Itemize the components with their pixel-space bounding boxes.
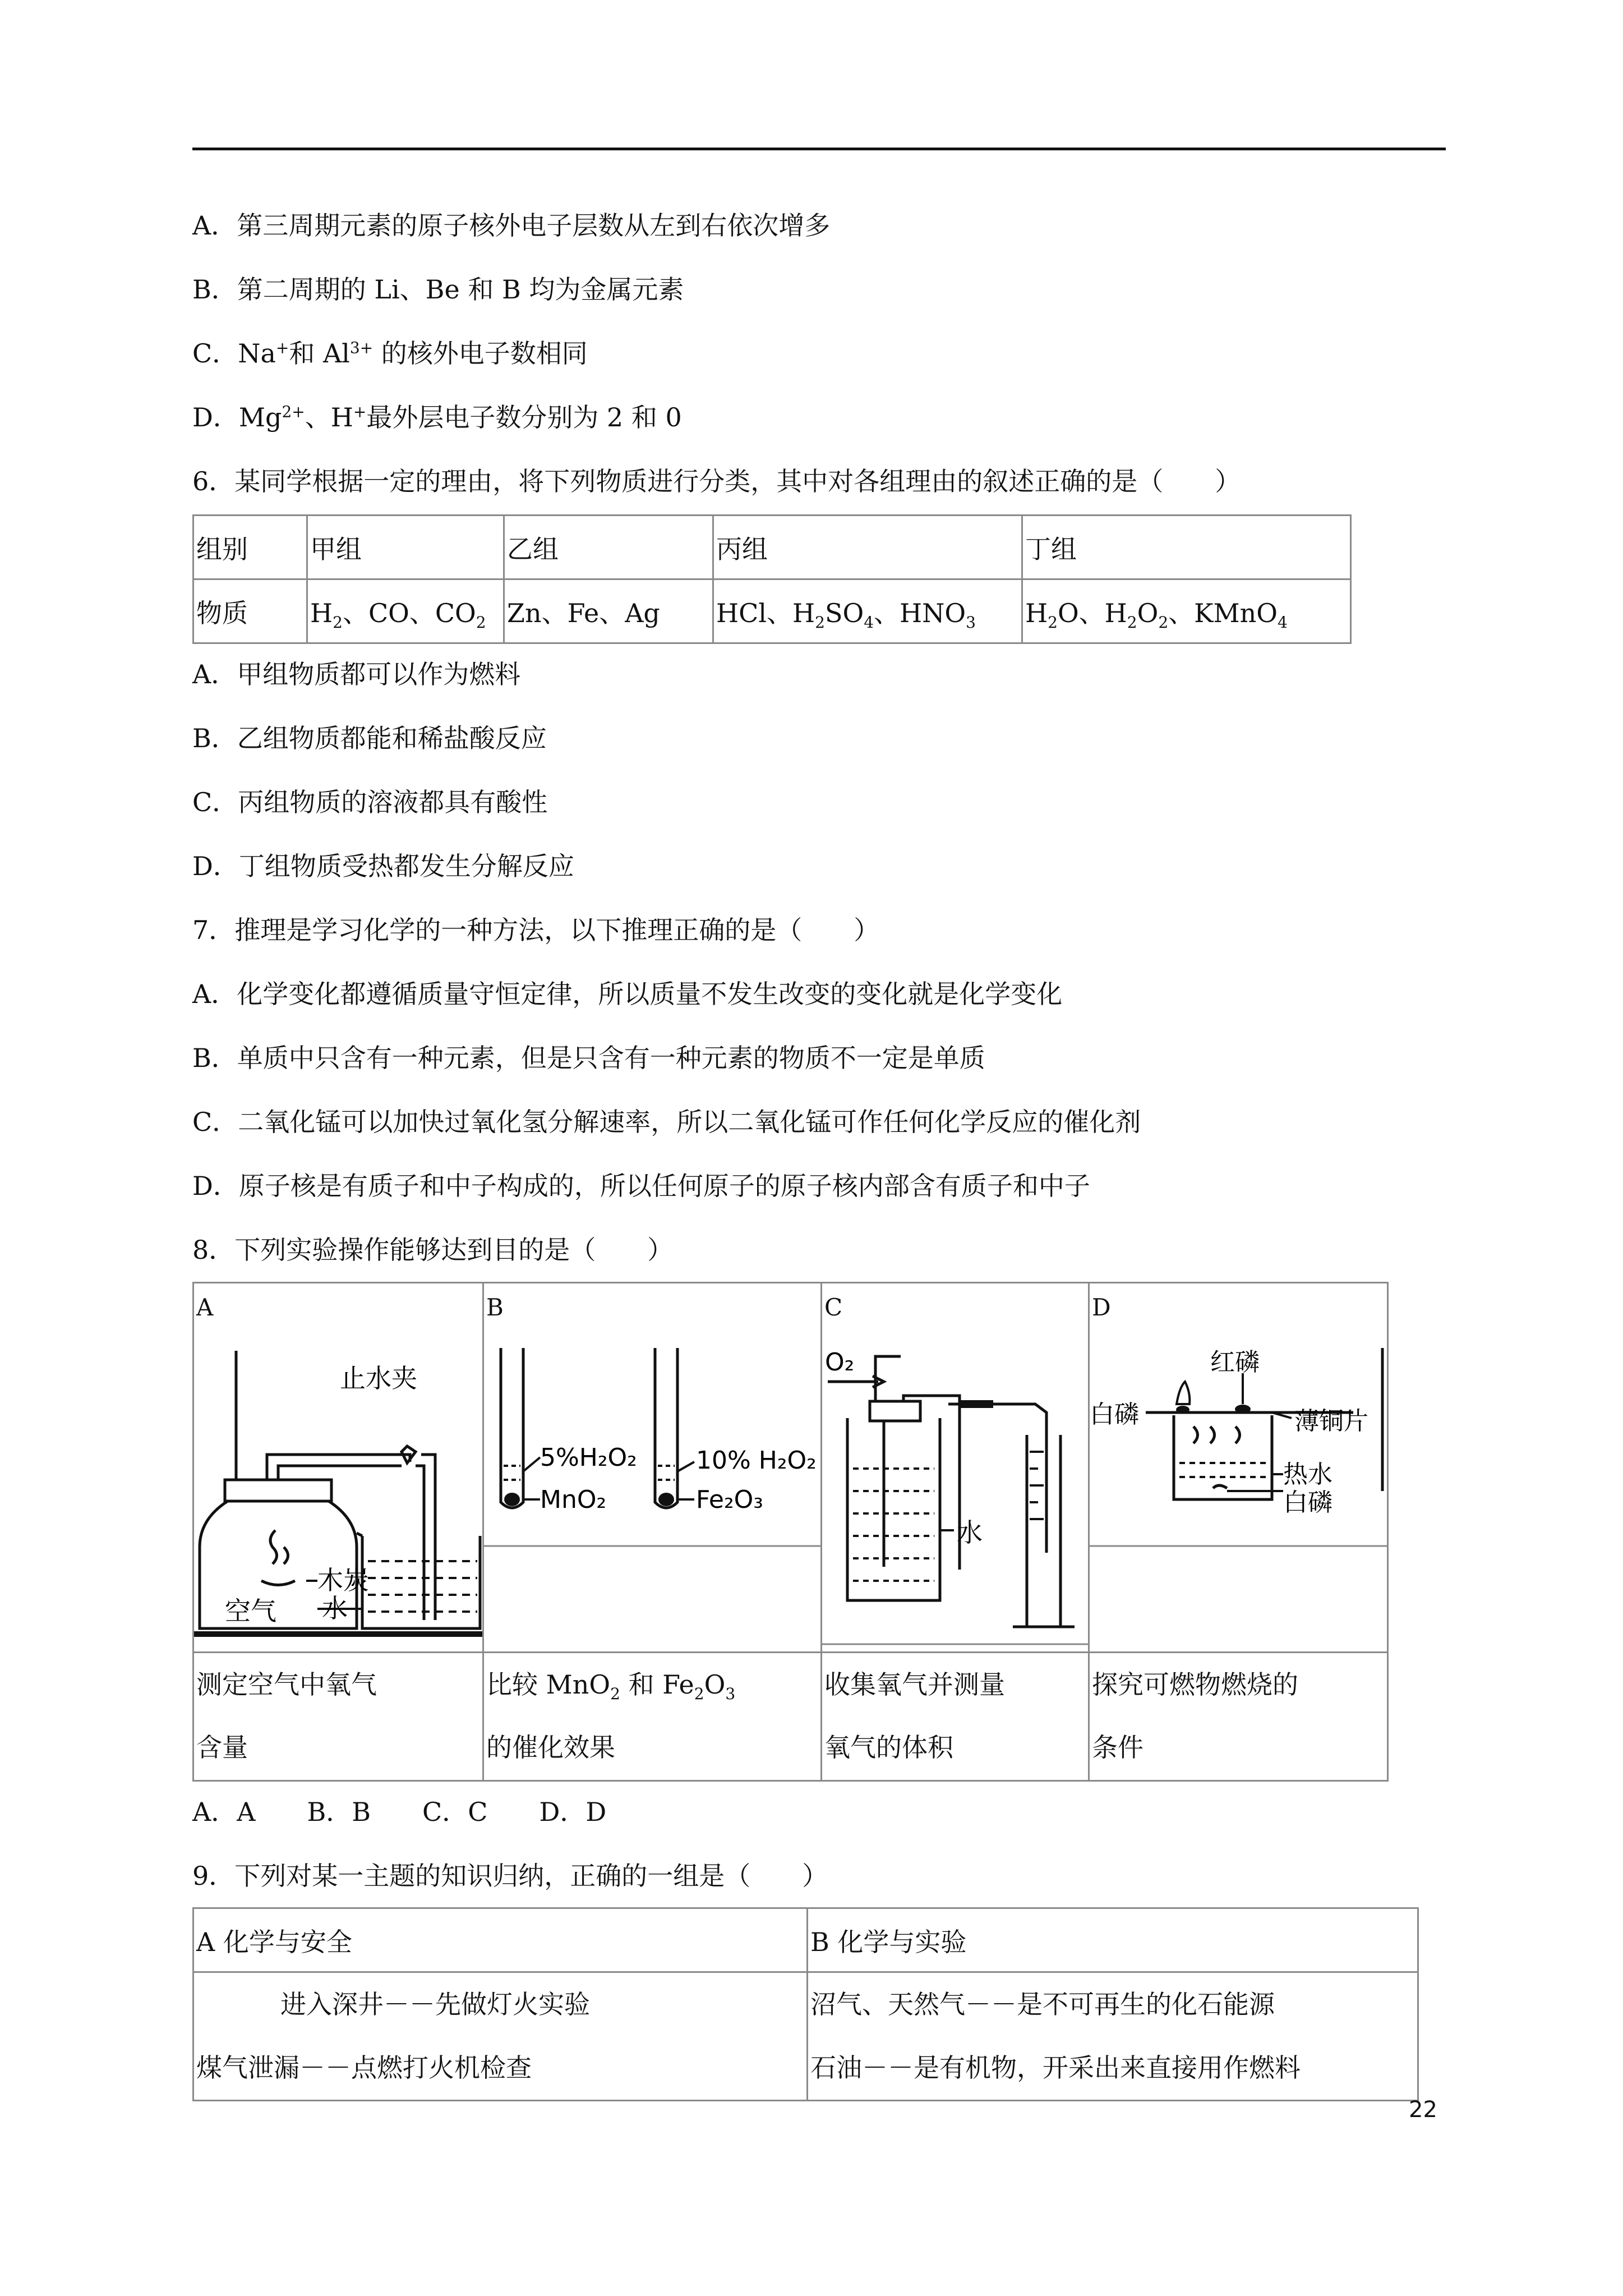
label-o2: O₂ [825,1348,855,1377]
label-water: 水 [957,1517,983,1548]
q7-option-b: B．单质中只含有一种元素，但是只含有一种元素的物质不一定是单质 [192,1043,985,1073]
label-fe2o3: Fe₂O₃ [696,1485,763,1514]
q5-option-d: D．$Mg^{2+}$、H+最外层电子数分别为 2 和 0 [192,402,682,432]
label-air: 空气 [225,1596,276,1626]
q6-option-b: B．乙组物质都能和稀盐酸反应 [192,723,547,753]
q7-option-c: C．二氧化锰可以加快过氧化氢分解速率，所以二氧化锰可作任何化学反应的催化剂 [192,1107,1141,1137]
panel-a: A 止水夹 木炭 水 空气 [193,1283,483,1653]
q9-stem: 9．下列对某一主题的知识归纳，正确的一组是（ ） [192,1861,828,1891]
table-cell: Zn、Fe、Ag [504,579,713,643]
q6-option-d: D．丁组物质受热都发生分解反应 [192,851,574,881]
q8-table [192,1282,1389,1782]
caption-b: 比较 MnO$_2$ 和 $Fe_2O_3$ 的催化效果 [483,1653,822,1781]
table-cell: 丙组 [713,516,1022,579]
apparatus-c-figure [822,1283,1088,1645]
q5-option-b: B．第二周期的 Li、Be 和 B 均为金属元素 [192,274,684,305]
table-cell: 沼气、天然气－－是不可再生的化石能源 石油－－是有机物，开采出来直接用作燃料 [808,1972,1418,2101]
header-rule [192,148,1446,150]
table-cell: HCl、$H_2SO_4$、$HNO_3$ [713,579,1022,643]
q6-stem: 6．某同学根据一定的理由，将下列物质进行分类，其中对各组理由的叙述正确的是（ ） [192,466,1241,496]
table-cell: $H_2O$、$H_2O_2$、KMnO$_4$ [1022,579,1351,643]
label-mno2: MnO₂ [540,1485,607,1514]
label-white-phosphorus-top: 白磷 [1090,1400,1139,1429]
label-charcoal: 木炭 [317,1565,369,1595]
panel-c: C O₂ 水 [822,1283,1089,1653]
panel-d: D 红磷 白磷 薄铜片 热水 白磷 [1089,1283,1388,1653]
table-cell: $H_2$、CO、$CO_2$ [307,579,504,643]
label-red-phosphorus: 红磷 [1210,1348,1260,1377]
table-row [193,579,1351,643]
q5-option-a: A．第三周期元素的原子核外电子层数从左到右依次增多 [192,210,831,241]
panel-b: B 5%H₂O₂ MnO₂ 10% H₂O₂ Fe₂O₃ [483,1283,822,1653]
table-row [193,516,1351,579]
apparatus-a-figure [194,1283,482,1645]
table-cell: 物质 [193,579,307,643]
q6-option-a: A．甲组物质都可以作为燃料 [192,659,521,689]
q8-answers: A．A B．B C．C D．D [192,1797,607,1827]
label-hot-water: 热水 [1283,1460,1332,1489]
q6-table [192,514,1352,644]
q7-option-d: D．原子核是有质子和中子构成的，所以任何原子的原子核内部含有质子和中子 [192,1171,1090,1201]
label-water: 水 [322,1593,348,1623]
caption-a: 测定空气中氧气 含量 [193,1653,483,1781]
table-cell: 乙组 [504,516,713,579]
caption-d: 探究可燃物燃烧的 条件 [1089,1653,1388,1781]
apparatus-b-figure [484,1283,820,1547]
label-stop-clamp: 止水夹 [340,1363,417,1393]
label-white-phosphorus-bottom: 白磷 [1283,1488,1332,1517]
q8-stem: 8．下列实验操作能够达到目的是（ ） [192,1235,674,1265]
q6-option-c: C．丙组物质的溶液都具有酸性 [192,787,548,817]
caption-c: 收集氧气并测量 氧气的体积 [822,1653,1089,1781]
label-10pct-h2o2: 10% H₂O₂ [696,1446,817,1475]
table-cell: A 化学与安全 [193,1908,808,1972]
q7-stem: 7．推理是学习化学的一种方法，以下推理正确的是（ ） [192,915,880,945]
q7-option-a: A．化学变化都遵循质量守恒定律，所以质量不发生改变的变化就是化学变化 [192,979,1063,1009]
label-5pct-h2o2: 5%H₂O₂ [540,1443,637,1472]
label-copper-sheet: 薄铜片 [1294,1407,1368,1435]
apparatus-d-figure [1090,1283,1387,1547]
table-row [193,1908,1418,1972]
table-row [193,1972,1418,2101]
q5-option-c: C．Na+和 $Al^{3+}$ 的核外电子数相同 [192,338,588,369]
table-cell: B 化学与实验 [808,1908,1418,1972]
table-cell: 丁组 [1022,516,1351,579]
page-number: 22 [1409,2097,1437,2123]
q9-table [192,1907,1419,2101]
table-cell: 甲组 [307,516,504,579]
table-row [193,1653,1388,1781]
table-row [193,1283,1388,1653]
table-cell: 组别 [193,516,307,579]
table-cell: 进入深井－－先做灯火实验 煤气泄漏－－点燃打火机检查 [193,1972,808,2101]
